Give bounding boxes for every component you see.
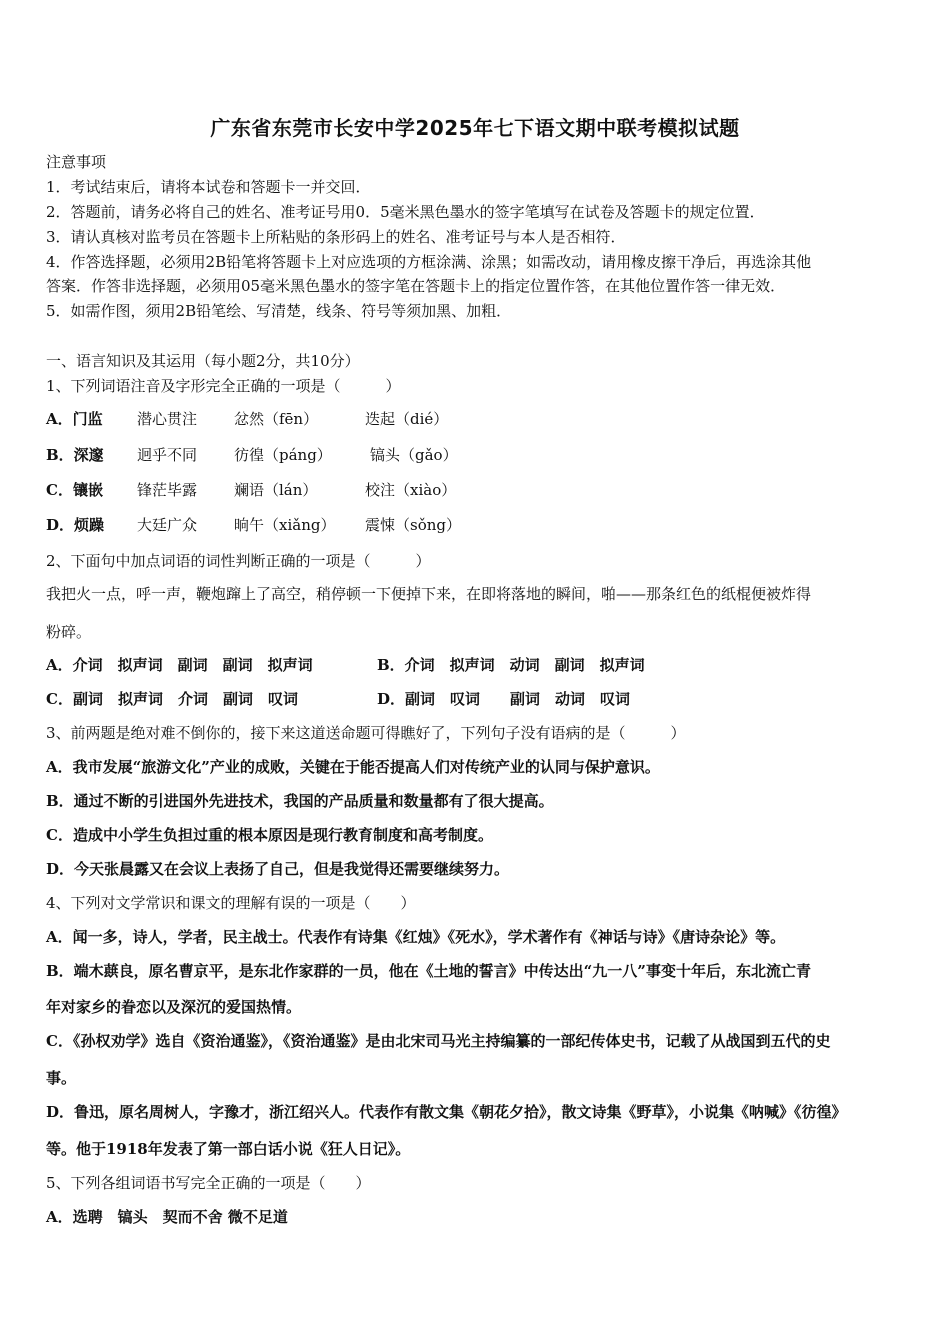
page-title: 广东省东莞市长安中学2025年七下语文期中联考模拟试题 xyxy=(210,116,740,140)
q1-option-c-c1: C．镶嵌 xyxy=(46,481,103,499)
q3-option-a: A．我市发展“旅游文化”产业的成败，关键在于能否提高人们对传统产业的认同与保护意识。 xyxy=(46,758,660,776)
q3-option-c: C．造成中小学生负担过重的根本原因是现行教育制度和高考制度。 xyxy=(46,826,493,844)
question-3-stem: 3、前两题是绝对难不倒你的，接下来这道送命题可得瞧好了，下列句子没有语病的是（ ） xyxy=(46,724,686,742)
q1-option-b-c3: 彷徨（páng） xyxy=(234,446,332,464)
notice-item: 4．作答选择题，必须用2B铅笔将答题卡上对应选项的方框涂满、涂黑；如需改动，请用橡皮擦干净后，再选涂其他 xyxy=(46,253,812,271)
q2-option-b: B．介词 拟声词 动词 副词 拟声词 xyxy=(377,656,645,674)
q1-option-d-c1: D．烦躁 xyxy=(46,516,105,534)
q4-option-d-cont: 等。他于1918年发表了第一部白话小说《狂人日记》。 xyxy=(46,1140,411,1158)
notice-item: 1．考试结束后，请将本试卷和答题卡一并交回． xyxy=(46,178,371,196)
q1-option-b-c2: 迥乎不同 xyxy=(137,446,198,464)
question-1-stem: 1、下列词语注音及字形完全正确的一项是（ ） xyxy=(46,377,401,395)
q4-option-d: D．鲁迅，原名周树人，字豫才，浙江绍兴人。代表作有散文集《朝花夕拾》，散文诗集《野草》，小说集《呐喊》《彷徨》 xyxy=(46,1103,847,1121)
q4-option-c: C．《孙权劝学》选自《资治通鉴》，《资治通鉴》是由北宋司马光主持编纂的一部纪传体史书，记载了从战国到五代的史 xyxy=(46,1032,831,1050)
q1-option-a-c1: A．门监 xyxy=(46,410,103,428)
question-2-sentence: 我把火一点，呼一声，鞭炮蹿上了高空，稍停顿一下便掉下来，在即将落地的瞬间，啪——那条红色的纸棍便被炸得 xyxy=(46,585,812,603)
q1-option-c-c3: 斓语（lán） xyxy=(234,481,318,499)
section-heading: 一、语言知识及其运用（每小题2分，共10分） xyxy=(46,352,360,370)
notice-item: 3．请认真核对监考员在答题卡上所粘贴的条形码上的姓名、准考证号与本人是否相符． xyxy=(46,228,626,246)
q1-option-b-c1: B．深邃 xyxy=(46,446,104,464)
q1-option-a-c4: 迭起（dié） xyxy=(365,410,449,428)
q1-option-c-c4: 校注（xiào） xyxy=(365,481,457,499)
notice-item: 2．答题前，请务必将自己的姓名、准考证号用0．5毫米黑色墨水的签字笔填写在试卷及答题卡的规定位置． xyxy=(46,203,765,221)
question-5-stem: 5、下列各组词语书写完全正确的一项是（ ） xyxy=(46,1174,371,1192)
q5-option-a: A．选聘 镐头 契而不舍 微不足道 xyxy=(46,1208,288,1226)
q1-option-d-c2: 大廷广众 xyxy=(137,516,198,534)
q4-option-b-cont: 年对家乡的眷恋以及深沉的爱国热情。 xyxy=(46,998,302,1016)
q4-option-a: A．闻一多，诗人，学者，民主战士。代表作有诗集《红烛》《死水》，学术著作有《神话与诗》《唐诗杂论》等。 xyxy=(46,928,786,946)
notice-item: 5．如需作图，须用2B铅笔绘、写清楚，线条、符号等须加黑、加粗． xyxy=(46,302,512,320)
q1-option-b-c4: 镐头（gǎo） xyxy=(370,446,458,464)
q1-option-a-c2: 潜心贯注 xyxy=(137,410,198,428)
q4-option-c-cont: 事。 xyxy=(46,1069,77,1087)
notice-heading: 注意事项 xyxy=(46,153,107,171)
question-2-sentence-end: 粉碎。 xyxy=(46,623,92,641)
q2-option-d: D．副词 叹词 副词 动词 叹词 xyxy=(377,690,631,708)
q1-option-d-c4: 震悚（sǒng） xyxy=(365,516,461,534)
question-4-stem: 4、下列对文学常识和课文的理解有误的一项是（ ） xyxy=(46,894,416,912)
question-2-stem: 2、下面句中加点词语的词性判断正确的一项是（ ） xyxy=(46,552,431,570)
q1-option-d-c3: 晌午（xiǎng） xyxy=(234,516,336,534)
q3-option-b: B．通过不断的引进国外先进技术，我国的产品质量和数量都有了很大提高。 xyxy=(46,792,554,810)
q1-option-a-c3: 忿然（fēn） xyxy=(234,410,319,428)
q2-option-a: A．介词 拟声词 副词 副词 拟声词 xyxy=(46,656,313,674)
q2-option-c: C．副词 拟声词 介词 副词 叹词 xyxy=(46,690,298,708)
q4-option-b: B．端木蕻良，原名曹京平，是东北作家群的一员，他在《土地的誓言》中传达出“九一八”事变十年后，东北流亡青 xyxy=(46,962,811,980)
q3-option-d: D．今天张晨露又在会议上表扬了自己，但是我觉得还需要继续努力。 xyxy=(46,860,510,878)
q1-option-c-c2: 锋茫毕露 xyxy=(137,481,198,499)
notice-item: 答案．作答非选择题，必须用05毫米黑色墨水的签字笔在答题卡上的指定位置作答，在其他位置作答一律无效． xyxy=(46,277,786,295)
